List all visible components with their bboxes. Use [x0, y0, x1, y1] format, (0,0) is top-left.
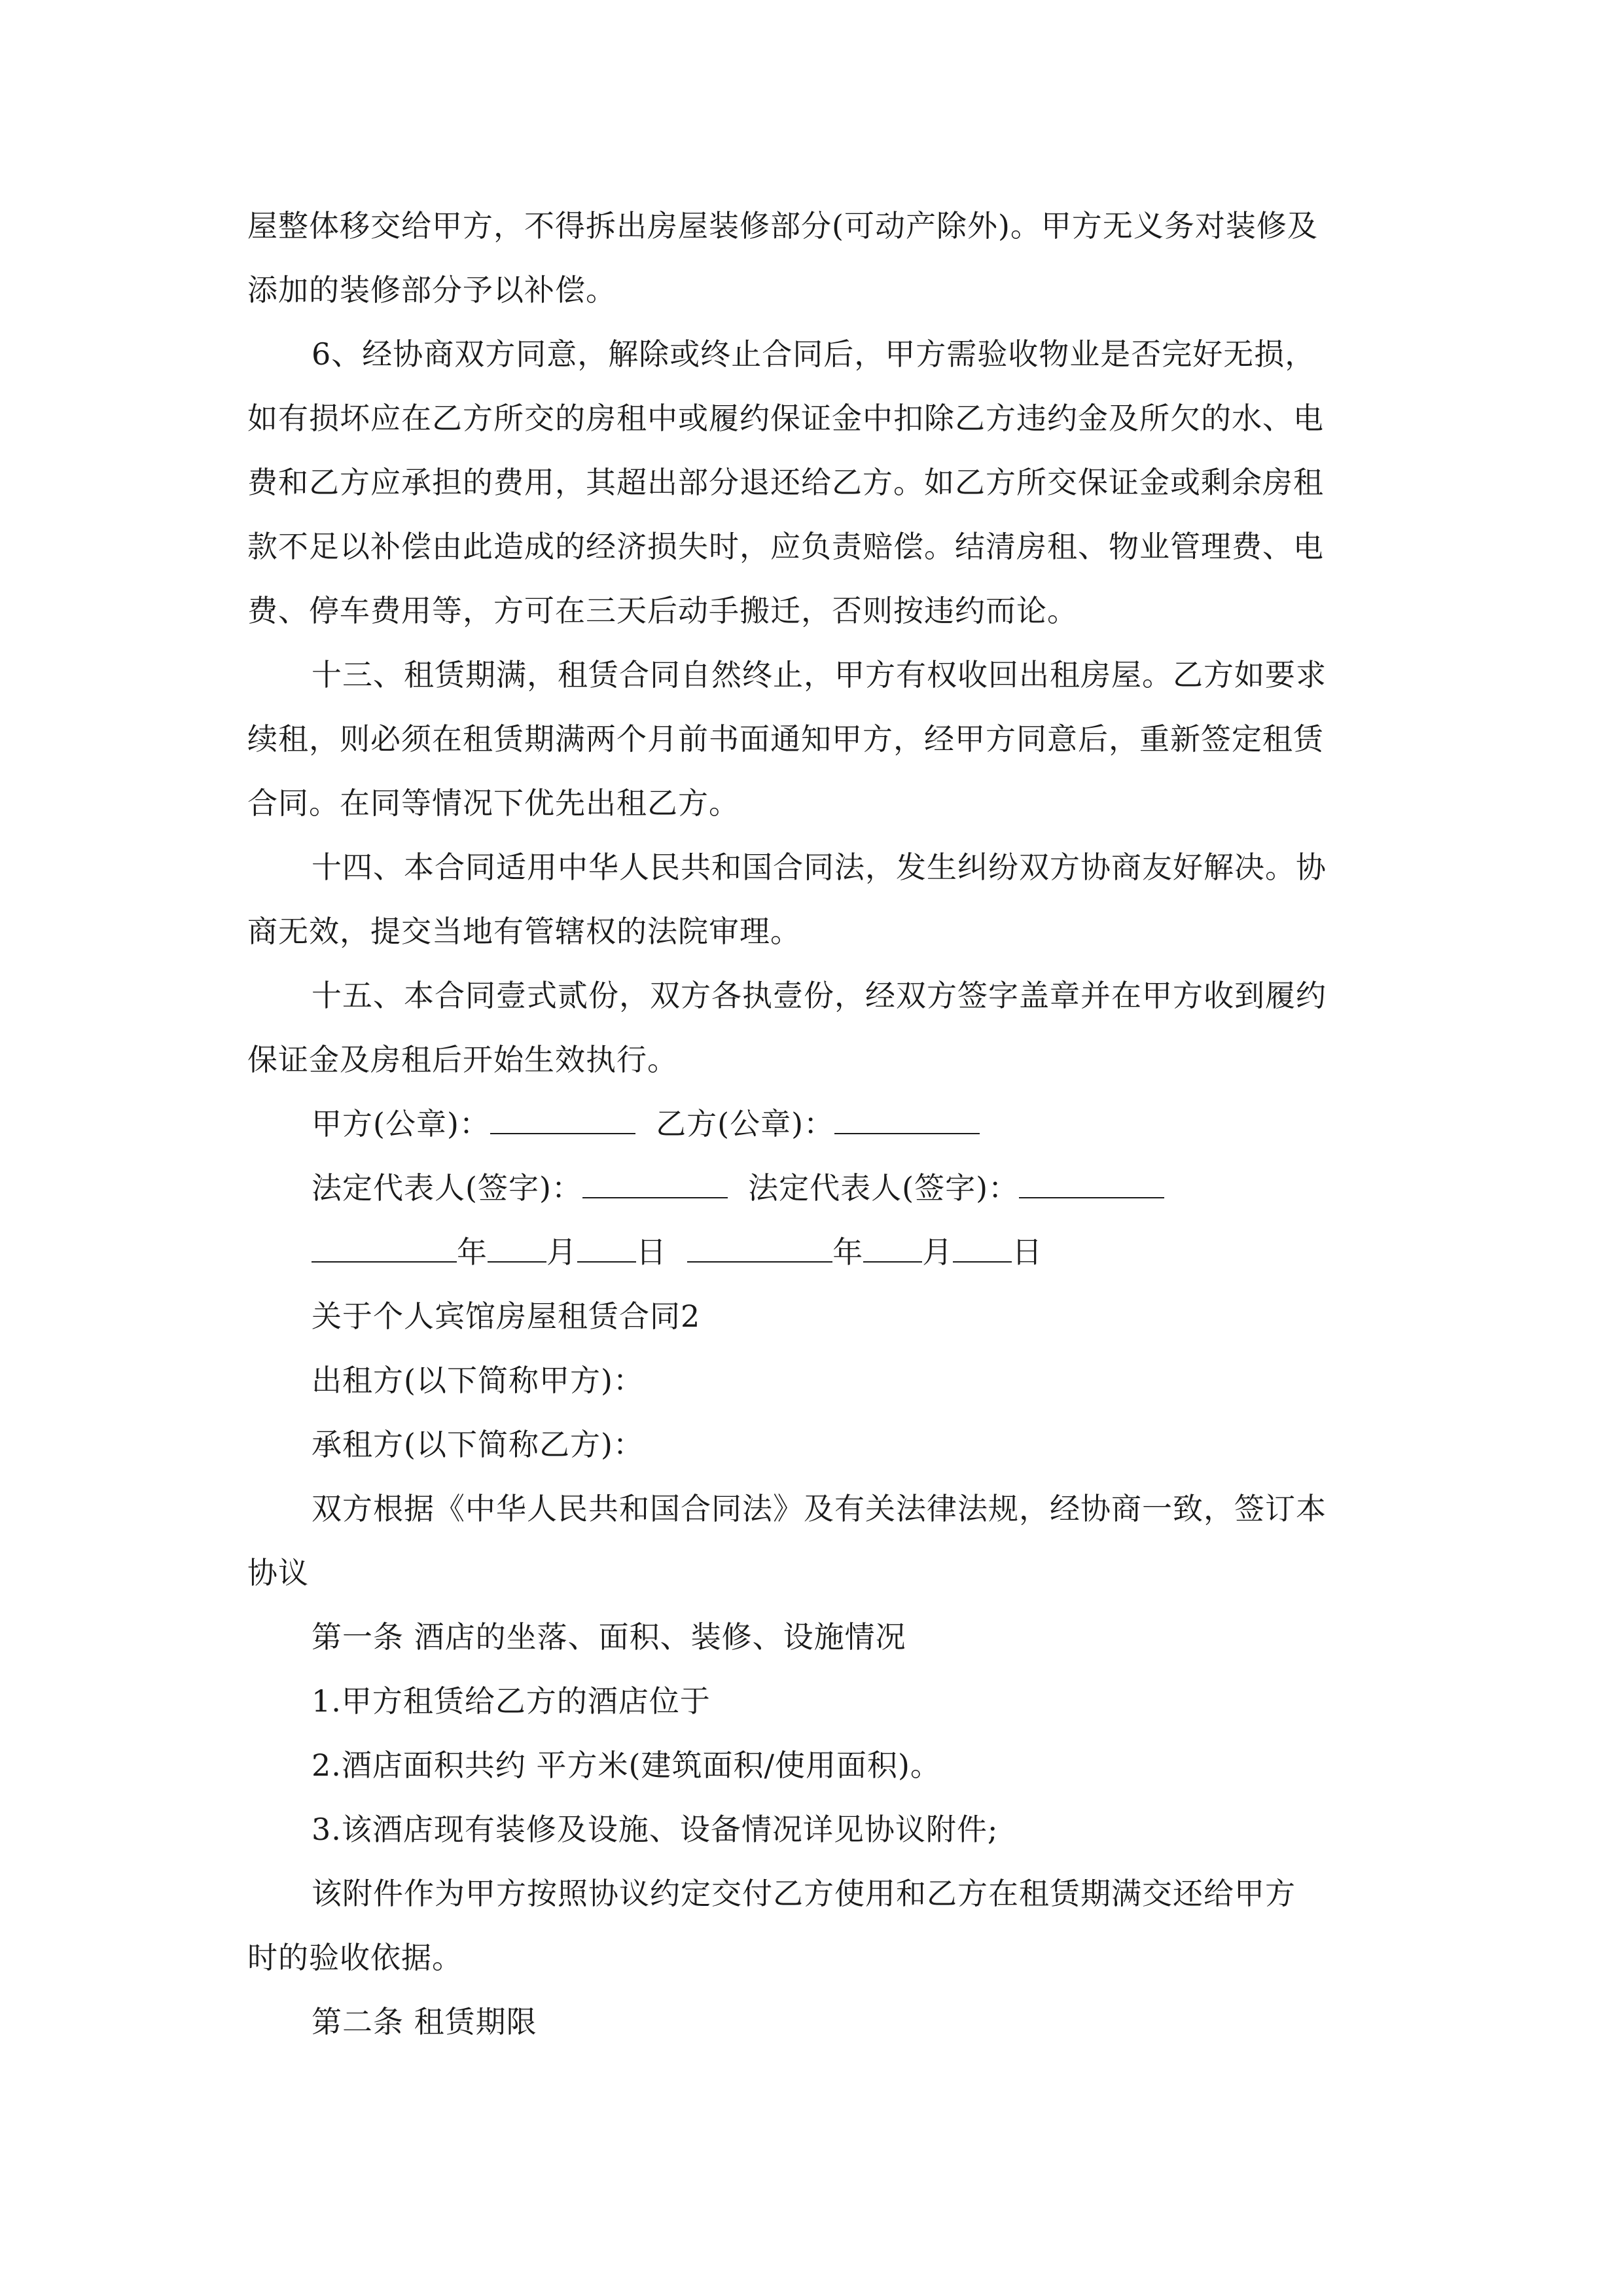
month-label: 月 [546, 1234, 577, 1270]
signature-block [247, 1092, 1380, 1284]
paragraph-handover [247, 194, 1380, 322]
contract-2-title: 关于个人宾馆房屋租赁合同2 [312, 1299, 701, 1334]
date-a-month-blank[interactable] [488, 1238, 546, 1263]
seal-line [247, 1092, 1380, 1156]
rep-a-blank[interactable] [582, 1174, 728, 1198]
date-line [247, 1220, 1380, 1284]
text-line: 保证金及房租后开始生效执行。 [247, 1042, 678, 1077]
date-a-day-blank[interactable] [577, 1238, 636, 1263]
text-line: 时的验收依据。 [247, 1940, 463, 1975]
year-label: 年 [832, 1234, 864, 1270]
text-line: 商无效，提交当地有管辖权的法院审理。 [247, 914, 801, 949]
article-1-item-1: 1.甲方租赁给乙方的酒店位于 [312, 1683, 711, 1719]
year-label: 年 [457, 1234, 488, 1270]
document-body [247, 194, 1380, 2054]
rep-a-label: 法定代表人(签字)： [312, 1170, 582, 1206]
date-b-month-blank[interactable] [863, 1238, 922, 1263]
paragraph-article-13 [247, 643, 1380, 835]
lessor-line: 出租方(以下简称甲方)： [312, 1363, 644, 1398]
party-a-seal-blank[interactable] [490, 1109, 635, 1134]
text-line: 6、经协商双方同意，解除或终止合同后，甲方需验收物业是否完好无损， [312, 336, 1316, 372]
representative-line [247, 1156, 1380, 1220]
text-line: 费、停车费用等，方可在三天后动手搬迁，否则按违约而论。 [247, 593, 1078, 628]
paragraph-article-15 [247, 963, 1380, 1092]
party-b-seal-blank[interactable] [834, 1109, 980, 1134]
text-line: 合同。在同等情况下优先出租乙方。 [247, 785, 740, 821]
text-line: 添加的装修部分予以补偿。 [247, 272, 616, 308]
article-1-item-2: 2.酒店面积共约 平方米(建筑面积/使用面积)。 [312, 1748, 941, 1783]
rep-b-label: 法定代表人(签字)： [748, 1170, 1020, 1206]
text-line: 续租，则必须在租赁期满两个月前书面通知甲方，经甲方同意后，重新签定租赁 [247, 721, 1324, 757]
contract-2-section [247, 1284, 1380, 2054]
text-line: 该附件作为甲方按照协议约定交付乙方使用和乙方在租赁期满交还给甲方 [312, 1876, 1296, 1911]
day-label: 日 [1012, 1234, 1043, 1270]
date-a-year-blank[interactable] [312, 1238, 457, 1263]
date-b-year-blank[interactable] [687, 1238, 832, 1263]
party-b-seal-label: 乙方(公章)： [656, 1106, 835, 1141]
party-a-seal-label: 甲方(公章)： [312, 1106, 490, 1141]
date-b-day-blank[interactable] [953, 1238, 1012, 1263]
text-line: 费和乙方应承担的费用，其超出部分退还给乙方。如乙方所交保证金或剩余房租 [247, 465, 1324, 500]
lessee-line: 承租方(以下简称乙方)： [312, 1427, 644, 1462]
article-1-title: 第一条 酒店的坐落、面积、装修、设施情况 [312, 1619, 906, 1655]
text-line: 十五、本合同壹式贰份，双方各执壹份，经双方签字盖章并在甲方收到履约 [312, 978, 1327, 1013]
text-line: 双方根据《中华人民共和国合同法》及有关法律法规，经协商一致，签订本 [312, 1491, 1327, 1526]
article-1-item-3: 3.该酒店现有装修及设施、设备情况详见协议附件; [312, 1812, 999, 1847]
month-label: 月 [922, 1234, 954, 1270]
text-line: 协议 [247, 1555, 309, 1590]
text-line: 款不足以补偿由此造成的经济损失时，应负责赔偿。结清房租、物业管理费、电 [247, 529, 1324, 564]
text-line: 十四、本合同适用中华人民共和国合同法，发生纠纷双方协商友好解决。协 [312, 850, 1327, 885]
article-2-title: 第二条 租赁期限 [312, 2004, 537, 2039]
paragraph-article-14 [247, 835, 1380, 963]
text-line: 十三、租赁期满，租赁合同自然终止，甲方有权收回出租房屋。乙方如要求 [312, 657, 1327, 692]
paragraph-termination-inspection [247, 322, 1380, 643]
day-label: 日 [636, 1234, 667, 1270]
text-line: 如有损坏应在乙方所交的房租中或履约保证金中扣除乙方违约金及所欠的水、电 [247, 401, 1324, 436]
text-line: 屋整体移交给甲方，不得拆出房屋装修部分(可动产除外)。甲方无义务对装修及 [247, 208, 1318, 243]
rep-b-blank[interactable] [1019, 1174, 1164, 1198]
